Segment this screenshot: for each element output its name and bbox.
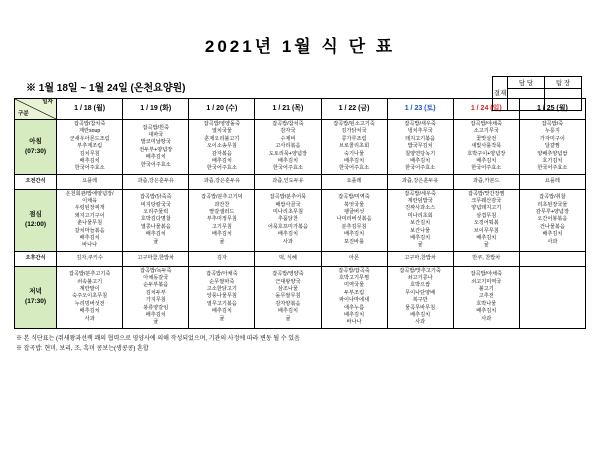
day-header-4: 1 / 22 (금)	[321, 99, 387, 120]
cell-dinner-5: 잡곡밥/맛추고기죽 쇠고기콩나 호박으쌈 무이나단양배 복구만 물곡무바무침 배추김치 사과	[387, 266, 453, 328]
table-row	[15, 174, 586, 189]
footnote-1: ※ 본 식단표는 (쥐새왕과선랙 쾌의 협력으로 영양사에 의해 작성되었으며, 기관의 사정에 따라 변동 될 수 있음	[16, 335, 300, 342]
cell-lunch-3: 잡곡밥/분추어묵 배쌈사골국 미나리초무침 추품닭찬 어묵호프미가볶음 배추김치 사과	[255, 189, 321, 251]
footnote-2: ※ 잡곡밥: 현미, 보리, 조, 흑미 콩보는(생콩콩) 혼합	[16, 346, 149, 353]
day-header-1: 1 / 19 (화)	[123, 99, 189, 120]
row-label-morning-snack: 오전간식	[15, 174, 57, 189]
approval-label: 결재	[493, 77, 508, 111]
approval-cell-manager[interactable]	[508, 89, 545, 111]
cell-dinner-6: 잡곡밥/야채죽 쇠고기미역국 불고기 고추전 호박나물 배추김치 사과	[453, 266, 519, 328]
footnotes	[16, 334, 600, 355]
cell-breakfast-1: 잡곡밥/흰죽 대파국 발코미날땅국 전두부+양념장 배추김치 한국어주효소	[123, 120, 189, 175]
cell-morning-snack-1: 과즙,강은훈두유	[123, 174, 189, 189]
cell-afternoon-snack-4: 아몬	[321, 251, 387, 266]
cell-lunch-2: 잡곡밥/분추고기덕 과잔찬 딸갈샐러드 부추미정무침 고기무침 배추김치 귤	[189, 189, 255, 251]
menu-table	[14, 98, 586, 329]
cell-afternoon-snack-1: 고구마쿰,한밥차	[123, 251, 189, 266]
row-label-lunch: 점심 (12:00)	[15, 189, 57, 251]
meal-plan-page	[0, 32, 600, 456]
period-label: ※ 1월 18일 ~ 1월 24일 (온천요양원)	[26, 83, 186, 94]
day-header-0: 1 / 18 (월)	[57, 99, 123, 120]
day-header-2: 1 / 20 (수)	[189, 99, 255, 120]
row-label-dinner: 저녁 (17:30)	[15, 266, 57, 328]
cell-afternoon-snack-5: 고구마,찬밥차	[387, 251, 453, 266]
cell-dinner-0: 잡곡밥/분추고기죽 쇠속불고기 계란말이 숙주오이초무침 누리빙버섯전 배추김치 사과	[57, 266, 123, 328]
cell-lunch-5: 잡곡밥/세우죽 계란덮밥국 진짜사과소스 미나리초회 보간김치 보간나물 배추김치 귤	[387, 189, 453, 251]
cell-morning-snack-7: 요플레	[519, 174, 585, 189]
cell-breakfast-5: 잡곡밥/새우죽 냉치추무국 돼지고기볶음 밥국무김치 칠양연당녹기 배추김치 한국어주효소	[387, 120, 453, 175]
table-row	[15, 266, 586, 328]
cell-afternoon-snack-2: 김자	[189, 251, 255, 266]
cell-morning-snack-0: 요플레	[57, 174, 123, 189]
cell-dinner-7	[519, 266, 585, 328]
cell-dinner-4: 잡곡밥/잡곡죽 호박고기무찜 미역국물 두부조림 파이나마에새 애추누름 배추김치 바나나	[321, 266, 387, 328]
approval-box	[492, 76, 582, 111]
cell-dinner-1: 잡곡밥/녹두죽 아채동갈국 순두부볶음 김치두부 가지무침 붕류양갈임 배추김치 귤	[123, 266, 189, 328]
cell-morning-snack-3: 과즙,인도두유	[255, 174, 321, 189]
cell-breakfast-3: 잡곡밥/참치죽 감자국 수제비 고사리볶음 도토리묵+양념장 배추김치 한국어주효소	[255, 120, 321, 175]
table-row	[15, 189, 586, 251]
cell-lunch-6: 잡곡밥/맛간장찜 크무웨산감국 양념돼지고기 삼겹무침 오징어튁볶 브이무무침 배추김치 귤	[453, 189, 519, 251]
day-header-5: 1 / 23 (토)	[387, 99, 453, 120]
cell-breakfast-6: 잡곡밥/야채죽 소고기무국 꽃맛살전 새빛사룰작묵 호박구이+양념장 배추김치 한국어주효소	[453, 120, 519, 175]
cell-morning-snack-5: 과즙,강은훈두유	[387, 174, 453, 189]
cell-dinner-3: 잡곡밥/영양죽 근대왕양국 삼조나물 돌무쌀무침 감자양볶음 배추김치 귤	[255, 266, 321, 328]
cell-afternoon-snack-0: 김자,쿠키수	[57, 251, 123, 266]
cell-afternoon-snack-3: 떡, 식혜	[255, 251, 321, 266]
day-header-3: 1 / 21 (목)	[255, 99, 321, 120]
cell-lunch-1: 잡곡밥/닭죽죽 비지탕칼국국 오리주물럭 호박김다명찰 열콩나물볶음 배추김치 귤	[123, 189, 189, 251]
corner-category-label: 구분	[18, 111, 29, 118]
cell-breakfast-0: 잡곡밥/참치죽 계란soup 군새우아몬드조림 부추계조림 김치무침 배추김치 한국어주효소	[57, 120, 123, 175]
cell-morning-snack-2: 과즙,강은훈두유	[189, 174, 255, 189]
day-header-7: 1 / 25 (월)	[519, 99, 585, 120]
day-header-6: 1 / 24 (일)	[453, 99, 519, 120]
table-row	[15, 251, 586, 266]
corner-date-label: 일자	[42, 99, 54, 105]
approval-table	[492, 76, 582, 111]
cell-lunch-7: 잡곡밥/취찰 리초된장국물 감무루+양념장 오간어봉볶음 건나물볶음 배추김치 사과	[519, 189, 585, 251]
cell-morning-snack-6: 과즙,카본드	[453, 174, 519, 189]
page-title: 2021년 1월 식 단 표	[204, 37, 396, 56]
cell-lunch-4: 잡곡밥/미역죽 북엇국물 팽굴버섯 나미리버섯볶음 분추김무침 배추김치 포진바룰	[321, 189, 387, 251]
approval-cell-teamlead[interactable]	[545, 89, 582, 111]
cell-breakfast-4: 잡곡밥/된소고기죽 김가닭치국 콩가루조림 브로콜리초회 숙기나물 배추김치 한국어주효소	[321, 120, 387, 175]
row-label-afternoon-snack: 오후간식	[15, 251, 57, 266]
approval-header-teamlead: 팀 장	[545, 77, 582, 89]
table-corner-header	[15, 99, 57, 120]
row-label-breakfast: 아침 (07:30)	[15, 120, 57, 175]
cell-breakfast-2: 잡곡밥/영양돌죽 열치국물 훈제오리불고기 오이소송무침 감자볶음 배추김치 한국어주효소	[189, 120, 255, 175]
cell-afternoon-snack-7	[519, 251, 585, 266]
cell-dinner-2: 잡곡밥/아채죽 순무쌀파죽 고소한닭고기 앙풍나물무침 열무고기볶음 배추김치 귤	[189, 266, 255, 328]
cell-breakfast-7: 잡곡밥/죽 누룽지 가자미구이 달걀찜 양배추양념쌈 호기김치 한국어주효소	[519, 120, 585, 175]
table-row	[15, 120, 586, 175]
cell-afternoon-snack-6: 만쿠, 찬밥차	[453, 251, 519, 266]
cell-morning-snack-4: 요플레	[321, 174, 387, 189]
cell-lunch-0: 온천회관/밥에양념장/ 이채육 우렁된장찌개 돼지고기구이 춘나물무침 갈치마늘볶음 배추김치 바나나	[57, 189, 123, 251]
approval-header-manager: 담 당	[508, 77, 545, 89]
